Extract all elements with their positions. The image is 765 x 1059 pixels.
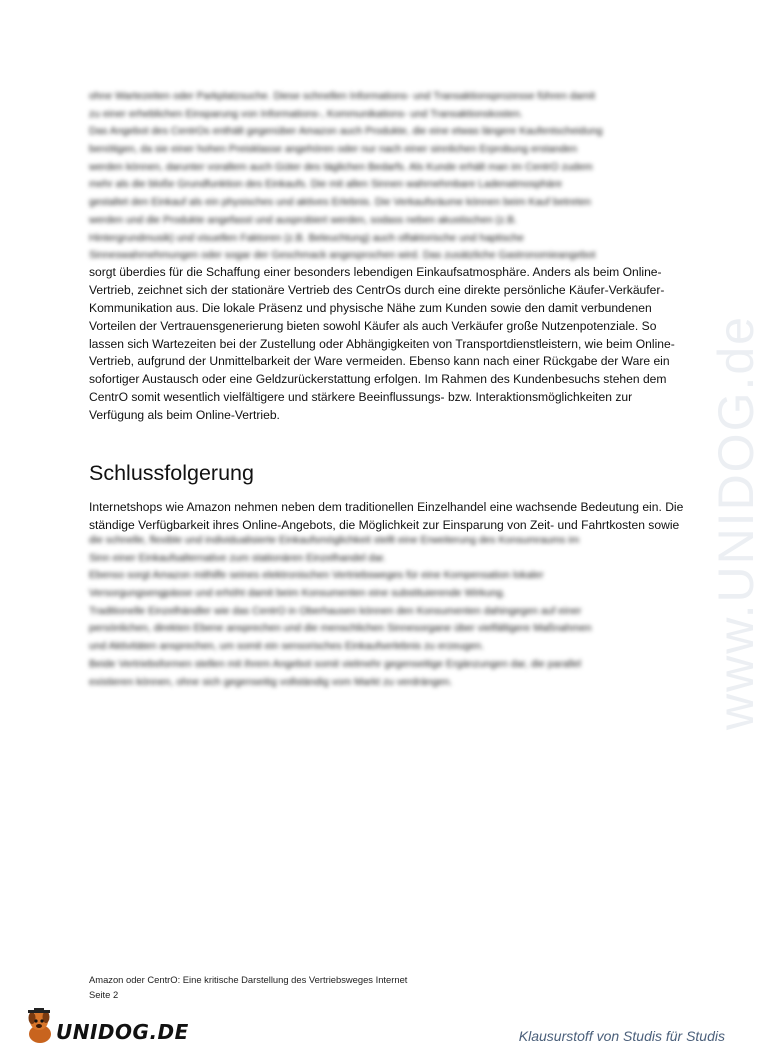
blurred-text-line: existieren können, ohne sich gegenseitig vollständig vom Markt zu verdrängen. <box>89 676 453 688</box>
blurred-text-line: Sinn einer Einkaufsalternative zum stationären Einzelhandel dar. <box>89 552 386 564</box>
text-line: Vorteilen der Vertrauensgenerierung bieten sowohl Käufer als auch Verkäufer große Nutzenpotenziale. So <box>89 318 657 333</box>
blurred-text-line: benötigen, da sie einer hohen Preisklasse angehören oder nur nach einer sinnlichen Erprobung erstanden <box>89 144 578 156</box>
blurred-text-line: persönlichen, direkten Ebene ansprechen und die menschlichen Sinnesorgane über vielfältigere Maßnahmen <box>89 623 592 635</box>
blurred-text-line: werden können, darunter vorallem auch Güter des täglichen Bedarfs. Als Kunde erhält man im CentrO zudem <box>89 161 593 173</box>
blurred-text-line: Ebenso sorgt Amazon mithilfe seines elektronischen Vertriebsweges für eine Kompensation lokaler <box>89 570 544 582</box>
blurred-text-line: Traditionelle Einzelhändler wie das CentrO in Oberhausen können den Konsumenten dahingegen auf einer <box>89 605 582 617</box>
blurred-paragraph-top <box>89 88 661 265</box>
text-line: sorgt überdies für die Schaffung einer besonders lebendigen Einkaufsatmosphäre. Anders als beim Online- <box>89 265 662 279</box>
footer-page-number: Seite 2 <box>89 989 119 1000</box>
text-line: ständige Verfügbarkeit ihres Online-Angebots, die Möglichkeit zur Einsparung von Zeit- und Fahrtkosten sowie <box>89 517 680 532</box>
blurred-text-line: Sinneswahrnehmungen oder sogar der Geschmack angesprochen wird. Das zusätzliche Gastronomieangebot <box>89 250 596 262</box>
blurred-text-line: die schnelle, flexible und individualisierte Einkaufsmöglichkeit stellt eine Erweiterung des Konsumraums im <box>89 535 580 546</box>
blurred-text-line: mehr als die bloße Grundfunktion des Einkaufs. Die mit allen Sinnen wahrnehmbare Ladenatmosphäre <box>89 179 563 191</box>
text-line: Verfügung als beim Online-Vertrieb. <box>89 408 280 423</box>
blurred-text-line: Hintergrundmusik) und visuellen Faktoren (z.B. Beleuchtung) auch olfaktorische und haptische <box>89 232 524 244</box>
unidog-logo <box>24 1008 189 1048</box>
tagline: Klausurstoff von Studis für Studis <box>518 1028 725 1044</box>
watermark: www.UNIDOG.de <box>708 315 764 730</box>
footer-title: Amazon oder CentrO: Eine kritische Darstellung des Vertriebsweges Internet <box>89 974 408 985</box>
dog-mascot-icon <box>24 1008 58 1046</box>
blurred-text-line: ohne Wartezeiten oder Parkplatzsuche. Diese schnellen Informations- und Transaktionsprozesse führen damit <box>89 91 596 102</box>
blurred-text-line: gestaltet den Einkauf als ein physisches und aktives Erlebnis. Die Verkaufsräume können beim Kauf betreten <box>89 197 591 209</box>
blurred-text-line: Beide Vertriebsformen stellen mit ihrem Angebot somit vielmehr gegenseitige Ergänzungen dar, die parallel <box>89 658 582 670</box>
blurred-text-line: und Aktivitäten ansprechen, um somit ein sensorisches Einkaufserlebnis zu erzeugen. <box>89 641 485 653</box>
text-line: Vertrieb, aufgrund der Unmittelbarkeit der Ware vermeiden. Ebenso kann nach einer Rückgabe der Ware ein <box>89 354 670 369</box>
section-heading: Schlussfolgerung <box>89 461 254 485</box>
blurred-text-line: werden und die Produkte angefasst und ausprobiert werden, sodass neben akustischen (z.B. <box>89 214 518 226</box>
logo-text: UNIDOG.DE <box>56 1020 189 1044</box>
body-paragraph <box>89 264 675 425</box>
page-footer <box>89 972 407 1002</box>
text-line: Kommunikation aus. Die lokale Präsenz und physische Nähe zum Kunden sowie den damit verbundenen <box>89 300 652 315</box>
text-line: sofortiger Austausch oder eine Geldzurückerstattung erfolgen. Im Rahmen des Kundenbesuchs stehen dem <box>89 372 667 387</box>
blurred-paragraph-bottom <box>89 532 661 691</box>
text-line: Internetshops wie Amazon nehmen neben dem traditionellen Einzelhandel eine wachsende Bedeutung ein. Die <box>89 500 684 514</box>
text-line: Vertrieb, zeichnet sich der stationäre Vertrieb des CentrOs durch eine direkte persönliche Käufer-Verkäufer- <box>89 282 665 297</box>
blurred-text-line: Das Angebot des CentrOs enthält gegenüber Amazon auch Produkte, die eine etwas längere Kaufentscheidung <box>89 126 603 138</box>
conclusion-paragraph <box>89 499 684 535</box>
text-line: lassen sich Wartezeiten bei der Zustellung oder Abhängigkeiten von Transportdienstleistern, wie beim Online- <box>89 336 675 351</box>
blurred-text-line: zu einer erheblichen Einsparung von Informations-, Kommunikations- und Transaktionskosten. <box>89 108 523 120</box>
text-line: CentrO somit wesentlich vielfältigere und stärkere Beeinflussungs- bzw. Interaktionsmöglichkeiten zur <box>89 390 633 405</box>
blurred-text-line: Versorgungsengpässe und erhöht damit beim Konsumenten eine substituierende Wirkung. <box>89 588 506 600</box>
